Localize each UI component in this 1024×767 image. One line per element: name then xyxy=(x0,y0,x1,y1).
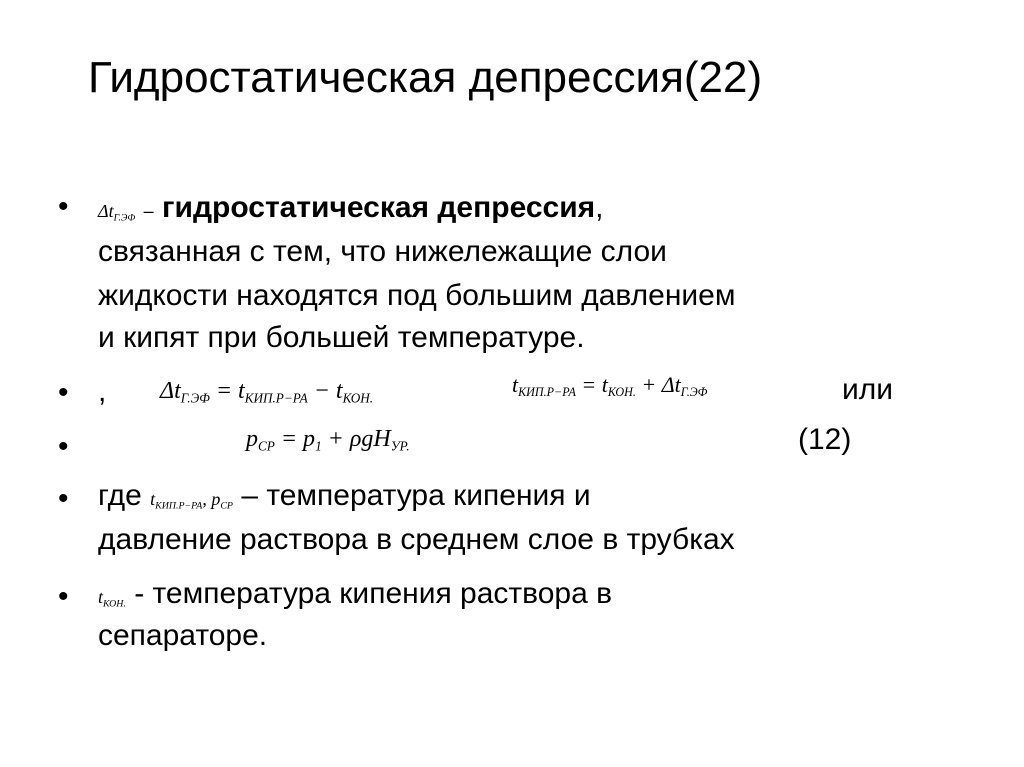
bullet-5: • xyxy=(58,580,69,613)
item2-comma: , xyxy=(98,375,107,408)
item5-line2: сепараторе. xyxy=(98,619,268,652)
delta-t-symbol: $\Delta t_{Г.ЭФ}$ xyxy=(98,201,136,224)
where-word: где xyxy=(98,479,142,512)
formula-pressure: $p_{СР} = p_1 + \rho gH_{УР.}$ xyxy=(246,426,410,454)
bullet-4: • xyxy=(58,482,69,515)
item4-rest: – температура кипения и xyxy=(241,479,591,512)
item4-line1 xyxy=(98,476,591,526)
bold-term: гидростатическая депрессия xyxy=(162,191,596,224)
term-comma: , xyxy=(595,191,604,224)
item1-line1 xyxy=(98,188,604,238)
symbol-t-kon: $t_{КОН.}$ xyxy=(98,587,126,610)
formula-t-boil: $t_{КИП.Р-РА} = t_{КОН.} + \Delta t_{Г.ЭФ}$ xyxy=(512,372,708,400)
bullet-3: • xyxy=(58,430,69,463)
item1-line4: и кипят при большей температуре. xyxy=(98,321,585,354)
formula-delta-t: $\Delta t_{Г.ЭФ} = t_{КИП.Р-РА} - t_{КОН.}$ xyxy=(160,378,374,406)
item5-rest: - температура кипения раствора в xyxy=(134,577,613,610)
item1-line2: связанная с тем, что нижележащие слои xyxy=(98,235,667,268)
dash: – xyxy=(143,201,154,221)
item4-line2: давление раствора в среднем слое в трубках xyxy=(98,523,735,556)
bullet-1: • xyxy=(58,190,69,223)
or-word: или xyxy=(842,373,894,406)
bullet-2: • xyxy=(58,376,69,409)
item1-line3: жидкости находятся под большим давлением xyxy=(98,279,736,312)
slide-title: Гидростатическая депрессия(22) xyxy=(88,53,763,102)
equation-number: (12) xyxy=(798,423,852,456)
symbols-t-p: $t_{КИП.Р-РА}$, $p_{СР}$ xyxy=(150,489,233,512)
